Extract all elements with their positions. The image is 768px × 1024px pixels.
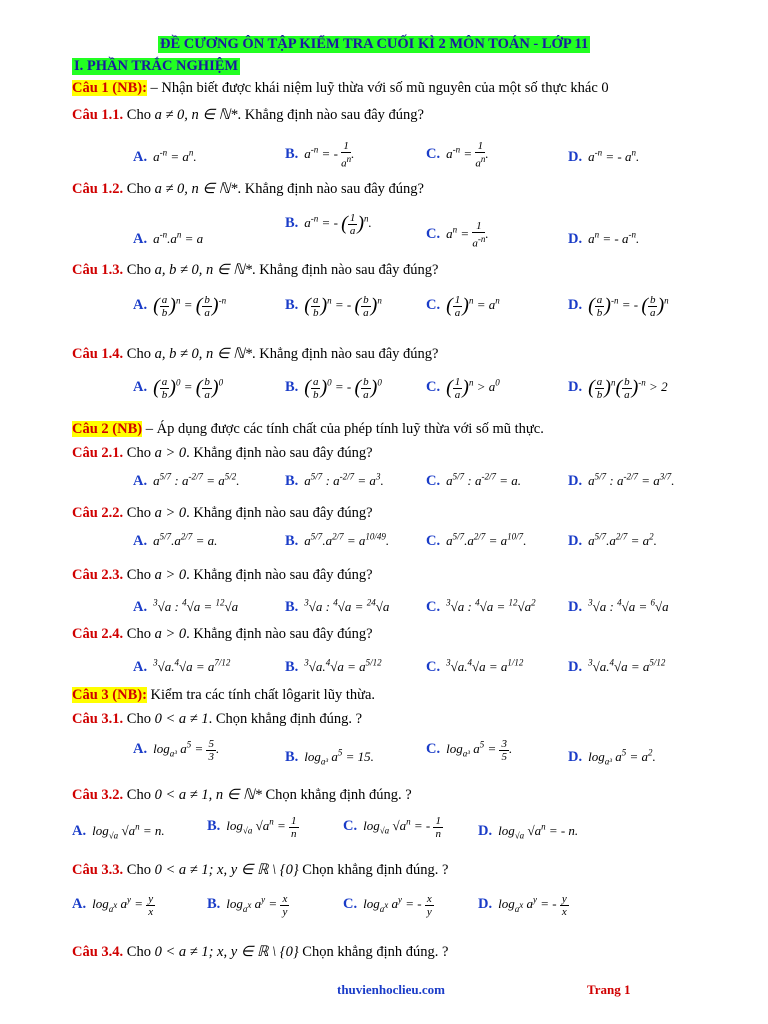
option-b[interactable]: B. $\log_{a^3} a^5 = 15$.	[285, 748, 374, 767]
item-condition: 0 < a ≠ 1; x, y ∈ ℝ \ {0}	[154, 944, 299, 960]
option-a[interactable]: A. $\log_{a^3} a^5$ = $\frac{5}{3}$ .	[133, 738, 220, 763]
option-b[interactable]: B. $\log_{a^x} a^y$ = $\frac{x}{y}$	[207, 893, 288, 918]
item-pre: Cho	[126, 505, 151, 521]
option-d[interactable]: D. ( $\frac{a}{b}$ )$^{-n}$ = - ( $\frac{b}{a}$ )$^n$	[568, 294, 669, 319]
option-d[interactable]: D. $a^{5/7}.a^{2/7} = a^2$.	[568, 532, 657, 550]
option-a[interactable]: A. $\log_{a^x} a^y$ = $\frac{y}{x}$	[72, 893, 154, 918]
item-condition: a, b ≠ 0, n ∈ ℕ*	[154, 346, 253, 362]
option-a[interactable]: A. $a^{-n} = a^n$.	[133, 148, 197, 166]
option-c[interactable]: C. $\log_{√a} √a^n$ = - $\frac{1}{n}$	[343, 815, 441, 840]
question-3-heading	[72, 687, 375, 704]
option-a[interactable]: A. ( $\frac{a}{b}$ )$^n$ = ( $\frac{b}{a}$ )$^{-n}$	[133, 294, 227, 319]
option-d[interactable]: D. $a^n$ = - $a^{-n}$.	[568, 230, 640, 248]
item-label: Câu 3.1.	[72, 711, 124, 727]
option-a[interactable]: A. $^3√a.^4√a = a^{7/12}$	[133, 658, 231, 676]
footer-site[interactable]: thuvienhoclieu.com	[337, 982, 445, 997]
item-pre: Cho	[126, 346, 151, 362]
option-d[interactable]: D. $\log_{√a} √a^n$ = - n.	[478, 822, 579, 841]
item-3-4	[72, 944, 448, 961]
item-post: . Khẳng định nào sau đây đúng?	[186, 626, 373, 642]
item-post: . Khẳng định nào sau đây đúng?	[186, 445, 373, 461]
item-post: . Chọn khẳng định đúng. ?	[208, 711, 363, 727]
section-heading: I. PHẦN TRẮC NGHIỆM	[74, 58, 239, 74]
question-label: Câu 3 (NB):	[72, 687, 147, 703]
question-text: – Áp dụng được các tính chất của phép tính luỹ thừa với số mũ thực.	[145, 421, 544, 437]
item-condition: a > 0	[154, 567, 187, 583]
item-1-1	[72, 107, 424, 124]
question-label: Câu 1 (NB):	[72, 80, 147, 96]
option-d[interactable]: D. $a^{-n}$ = - $a^n$.	[568, 148, 640, 166]
question-label: Câu 2 (NB)	[72, 421, 143, 437]
item-label: Câu 1.4.	[72, 346, 124, 362]
option-a[interactable]: A. $\log_{√a} √a^n = n$.	[72, 822, 165, 841]
item-label: Câu 1.3.	[72, 262, 124, 278]
option-b[interactable]: B. $a^{-n}$ = - $\frac{1}{a^n}$ .	[285, 140, 355, 170]
option-c[interactable]: C. $a^n$ = $\frac{1}{a^{-n}}$ .	[426, 220, 489, 250]
item-label: Câu 1.1.	[72, 107, 124, 123]
item-pre: Cho	[126, 862, 151, 878]
item-condition: 0 < a ≠ 1; x, y ∈ ℝ \ {0}	[154, 862, 299, 878]
item-post: . Khẳng định nào sau đây đúng?	[186, 567, 373, 583]
item-condition: a ≠ 0, n ∈ ℕ*	[154, 107, 238, 123]
item-post: . Khẳng định nào sau đây đúng?	[252, 346, 439, 362]
document-title: ĐỀ CƯƠNG ÔN TẬP KIỂM TRA CUỐI KÌ 2 MÔN TOÁN - LỚP 11	[160, 36, 589, 52]
item-1-3	[72, 262, 439, 279]
option-a[interactable]: A. $a^{-n}.a^n = a$	[133, 230, 204, 248]
item-post: . Khẳng định nào sau đây đúng?	[237, 107, 424, 123]
question-text: Kiểm tra các tính chất lôgarit lũy thừa.	[150, 687, 376, 703]
item-condition: a, b ≠ 0, n ∈ ℕ*	[154, 262, 253, 278]
item-pre: Cho	[126, 262, 151, 278]
option-a[interactable]: A. $^3$√a : $^4$√a = $^{12}$√a	[133, 598, 239, 616]
item-3-2	[72, 787, 412, 804]
item-post: . Khẳng định nào sau đây đúng?	[186, 505, 373, 521]
option-b[interactable]: B. $a^{5/7}$ : $a^{-2/7} = a^3$.	[285, 472, 384, 490]
item-2-3	[72, 567, 373, 584]
option-c[interactable]: C. $a^{5/7}$ : $a^{-2/7} = a$.	[426, 472, 521, 490]
option-d[interactable]: D. $^3$√a : $^4$√a = $^6$√a	[568, 598, 669, 616]
question-2-heading	[72, 421, 544, 438]
item-label: Câu 2.4.	[72, 626, 124, 642]
item-condition: a > 0	[154, 505, 187, 521]
option-b[interactable]: B. ( $\frac{a}{b}$ )$^n$ = - ( $\frac{b}{a}$ )$^n$	[285, 294, 382, 319]
question-1-heading	[72, 80, 609, 97]
option-a[interactable]: A. $a^{5/7}$ : $a^{-2/7} = a^{5/2}$.	[133, 472, 240, 490]
option-b[interactable]: B. $a^{5/7}.a^{2/7} = a^{10/49}$.	[285, 532, 390, 550]
item-1-4	[72, 346, 439, 363]
option-c[interactable]: C. $^3√a.^4√a = a^{1/12}$	[426, 658, 524, 676]
option-c[interactable]: C. $a^{5/7}.a^{2/7} = a^{10/7}$.	[426, 532, 527, 550]
item-post: . Khẳng định nào sau đây đúng?	[237, 181, 424, 197]
item-label: Câu 2.3.	[72, 567, 124, 583]
question-text: – Nhận biết được khái niệm luỹ thừa với số mũ nguyên của một số thực khác 0	[150, 80, 609, 96]
option-a[interactable]: A. $a^{5/7}.a^{2/7} = a$.	[133, 532, 218, 550]
item-pre: Cho	[126, 944, 151, 960]
option-b[interactable]: B. ( $\frac{a}{b}$ )$^0$ = - ( $\frac{b}{a}$ )$^0$	[285, 376, 382, 401]
item-pre: Cho	[126, 445, 151, 461]
option-c[interactable]: C. $^3$√a : $^4√a = ^{12}√a^2$	[426, 598, 536, 616]
item-condition: 0 < a ≠ 1	[154, 711, 209, 727]
item-label: Câu 3.3.	[72, 862, 124, 878]
footer-page-number: Trang 1	[587, 982, 631, 997]
item-label: Câu 3.2.	[72, 787, 124, 803]
option-d[interactable]: D. $\log_{a^x} a^y$ = - $\frac{y}{x}$	[478, 893, 567, 918]
item-condition: a > 0	[154, 626, 187, 642]
item-2-2	[72, 505, 373, 522]
option-d[interactable]: D. ( $\frac{a}{b}$ )$^n$( $\frac{b}{a}$ )$^{-n}$ > 2	[568, 376, 668, 401]
item-condition: a > 0	[154, 445, 187, 461]
option-a[interactable]: A. ( $\frac{a}{b}$ )$^0$ = ( $\frac{b}{a}$ )$^0$	[133, 376, 224, 401]
option-c[interactable]: C. ( $\frac{1}{a}$ )$^n > a^0$	[426, 376, 500, 401]
option-c[interactable]: C. $a^{-n}$ = $\frac{1}{a^n}$ .	[426, 140, 489, 170]
option-c[interactable]: C. $\log_{a^x} a^y$ = - $\frac{x}{y}$	[343, 893, 432, 918]
item-1-2	[72, 181, 424, 198]
item-3-3	[72, 862, 448, 879]
item-post: Chọn khẳng định đúng. ?	[298, 944, 449, 960]
item-label: Câu 2.2.	[72, 505, 124, 521]
item-label: Câu 2.1.	[72, 445, 124, 461]
option-b[interactable]: B. $\log_{√a} √a^n$ = $\frac{1}{n}$	[207, 815, 297, 840]
item-pre: Cho	[126, 107, 151, 123]
option-d[interactable]: D. $\log_{a^3} a^5 = a^2$.	[568, 748, 656, 767]
option-d[interactable]: D. $^3√a.^4√a = a^{5/12}$	[568, 658, 666, 676]
item-pre: Cho	[126, 711, 151, 727]
item-post: . Khẳng định nào sau đây đúng?	[252, 262, 439, 278]
option-b[interactable]: B. $^3√a.^4√a = a^{5/12}$	[285, 658, 382, 676]
item-3-1	[72, 711, 362, 728]
item-pre: Cho	[126, 787, 151, 803]
item-pre: Cho	[126, 181, 151, 197]
item-post: Chọn khẳng định đúng. ?	[261, 787, 412, 803]
item-label: Câu 1.2.	[72, 181, 124, 197]
option-b[interactable]: B. $a^{-n}$ = - ( $\frac{1}{a}$ )$^n$.	[285, 212, 372, 237]
option-b[interactable]: B. $^3$√a : $^4$√a = $^{24}$√a	[285, 598, 390, 616]
option-c[interactable]: C. ( $\frac{1}{a}$ )$^n = a^n$	[426, 294, 500, 319]
item-label: Câu 3.4.	[72, 944, 124, 960]
item-pre: Cho	[126, 626, 151, 642]
item-2-4	[72, 626, 373, 643]
option-c[interactable]: C. $\log_{a^3} a^5$ = $\frac{3}{5}$ .	[426, 738, 513, 763]
item-condition: 0 < a ≠ 1, n ∈ ℕ*	[154, 787, 262, 803]
item-post: Chọn khẳng định đúng. ?	[298, 862, 449, 878]
option-d[interactable]: D. $a^{5/7}$ : $a^{-2/7} = a^{3/7}$.	[568, 472, 675, 490]
item-pre: Cho	[126, 567, 151, 583]
item-condition: a ≠ 0, n ∈ ℕ*	[154, 181, 238, 197]
item-2-1	[72, 445, 373, 462]
